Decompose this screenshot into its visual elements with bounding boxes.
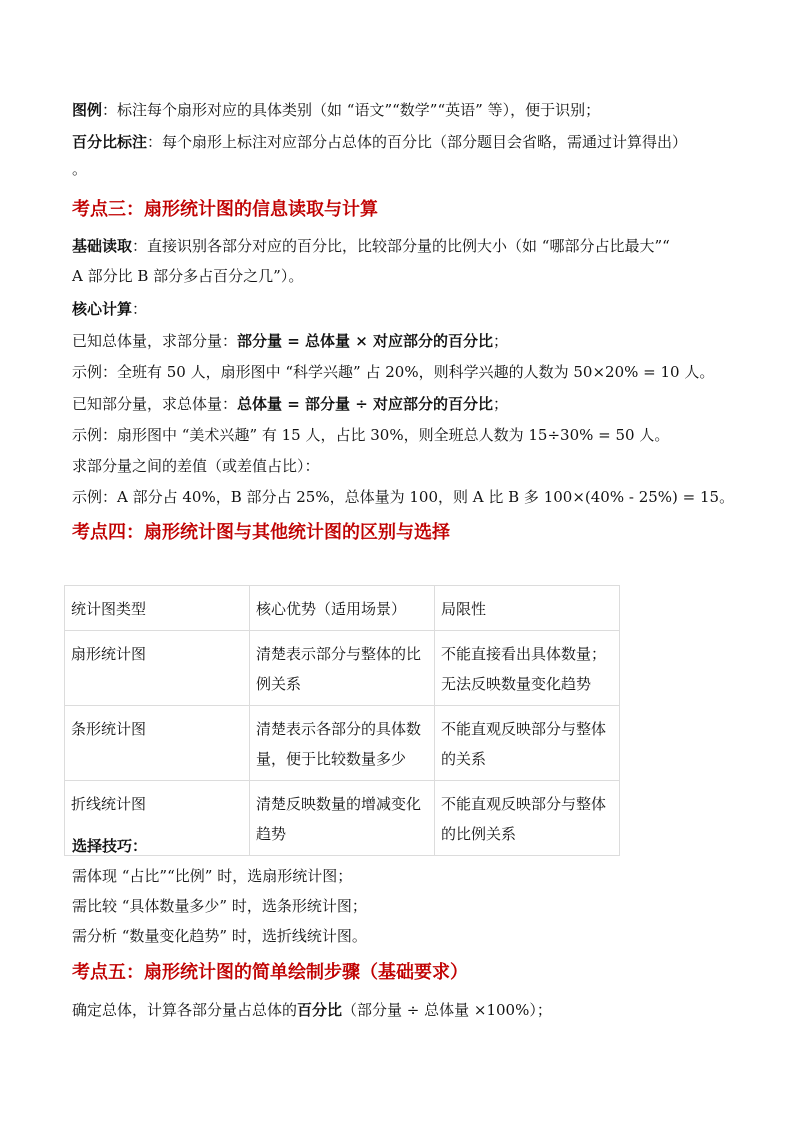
calc3: 求部分量之间的差值（或差值占比）： — [72, 457, 320, 475]
tip-3: 需分析 “数量变化趋势” 时，选折线统计图。 — [72, 927, 367, 945]
step1-line — [72, 1000, 552, 1020]
tip-2: 需比较 “具体数量多少” 时，选条形统计图； — [72, 897, 367, 915]
legend-label: 图例 — [72, 101, 103, 119]
table-header-cell: 核心优势（适用场景） — [250, 586, 435, 631]
table-cell: 条形统计图 — [65, 706, 250, 781]
example1: 示例：全班有 50 人，扇形图中 “科学兴趣” 占 20%，则科学兴趣的人数为 50×20% = 10 人。 — [72, 363, 715, 381]
heading-kaodian-4: 考点四：扇形统计图与其他统计图的区别与选择 — [72, 522, 450, 543]
legend-text: ：标注每个扇形对应的具体类别（如 “语文”“数学”“英语” 等），便于识别； — [102, 101, 601, 119]
table-header-cell: 局限性 — [435, 586, 620, 631]
table-cell: 不能直观反映部分与整体的比例关系 — [435, 781, 620, 856]
table-header-row — [65, 586, 620, 631]
table-cell: 折线统计图 — [65, 781, 250, 856]
percent-label: 百分比标注 — [72, 133, 148, 151]
basic-cont: A 部分比 B 部分多占百分之几”）。 — [72, 267, 304, 285]
calc1-end: ； — [493, 332, 509, 350]
comparison-table — [64, 585, 620, 856]
heading-kaodian-5: 考点五：扇形统计图的简单绘制步骤（基础要求） — [72, 962, 468, 983]
table-cell: 清楚反映数量的增减变化趋势 — [250, 781, 435, 856]
tips-colon: ： — [132, 837, 148, 855]
step1-bold: 百分比 — [297, 1001, 343, 1019]
step1-prefix: 确定总体，计算各部分量占总体的 — [72, 1001, 298, 1019]
tips-line — [72, 836, 147, 856]
table-cell: 不能直观反映部分与整体的关系 — [435, 706, 620, 781]
basic-line — [72, 236, 670, 256]
core-line — [72, 299, 147, 319]
table-cell: 不能直接看出具体数量；无法反映数量变化趋势 — [435, 631, 620, 706]
percent-line — [72, 132, 687, 152]
core-label: 核心计算 — [72, 300, 133, 318]
table-cell: 扇形统计图 — [65, 631, 250, 706]
heading-kaodian-3: 考点三：扇形统计图的信息读取与计算 — [72, 199, 378, 220]
table-row — [65, 631, 620, 706]
table-cell: 清楚表示部分与整体的比例关系 — [250, 631, 435, 706]
basic-text: ：直接识别各部分对应的百分比，比较部分量的比例大小（如 “哪部分占比最大”“ — [132, 237, 670, 255]
calc1-line — [72, 331, 508, 351]
tips-label: 选择技巧 — [72, 837, 133, 855]
percent-cont: 。 — [72, 160, 88, 178]
step1-suffix: （部分量 ÷ 总体量 ×100%）； — [342, 1001, 552, 1019]
example2: 示例：扇形图中 “美术兴趣” 有 15 人，占比 30%，则全班总人数为 15÷30% = 50 人。 — [72, 426, 670, 444]
calc2-formula: 总体量 = 部分量 ÷ 对应部分的百分比 — [237, 395, 494, 413]
example3: 示例：A 部分占 40%，B 部分占 25%，总体量为 100，则 A 比 B 多 100×(40% - 25%) = 15。 — [72, 488, 735, 506]
basic-label: 基础读取 — [72, 237, 133, 255]
core-colon: ： — [132, 300, 148, 318]
percent-text: ：每个扇形上标注对应部分占总体的百分比（部分题目会省略，需通过计算得出） — [147, 133, 688, 151]
table-row — [65, 781, 620, 856]
calc1-prefix: 已知总体量，求部分量： — [72, 332, 238, 350]
calc2-line — [72, 394, 508, 414]
calc2-end: ； — [493, 395, 509, 413]
calc2-prefix: 已知部分量，求总体量： — [72, 395, 238, 413]
table-row — [65, 706, 620, 781]
calc1-formula: 部分量 = 总体量 × 对应部分的百分比 — [237, 332, 494, 350]
tip-1: 需体现 “占比”“比例” 时，选扇形统计图； — [72, 867, 353, 885]
table-header-cell: 统计图类型 — [65, 586, 250, 631]
table-cell: 清楚表示各部分的具体数量，便于比较数量多少 — [250, 706, 435, 781]
legend-line — [72, 100, 600, 120]
